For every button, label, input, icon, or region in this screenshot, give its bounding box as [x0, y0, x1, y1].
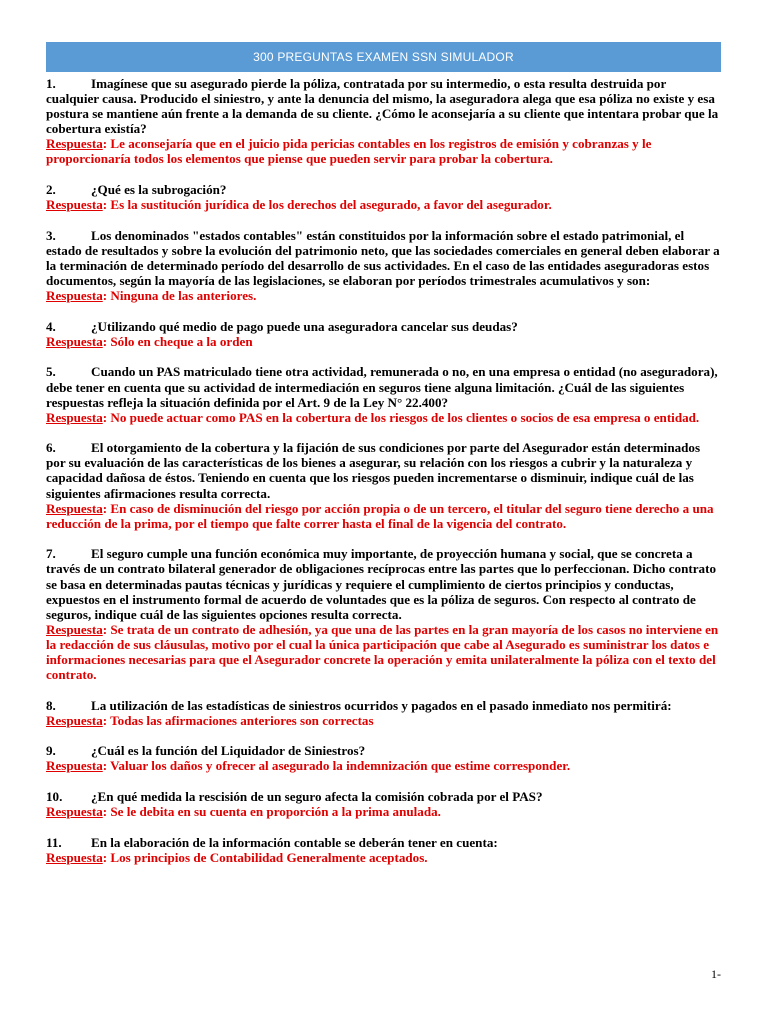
question-text: 8. La utilización de las estadísticas de siniestros ocurridos y pagados en el pasado inmediato nos permitirá:	[46, 697, 672, 713]
answer-label: Respuesta	[46, 136, 103, 152]
answer-label: Respuesta	[46, 409, 103, 425]
answer-text: Respuesta: Se le debita en su cuenta en proporción a la prima anulada.	[46, 804, 441, 820]
question-item	[46, 743, 722, 773]
answer-text: Respuesta: Ninguna de las anteriores.	[46, 288, 257, 304]
question-number: 5.	[46, 364, 56, 380]
question-text: 3. Los denominados "estados contables" están constituidos por la información sobre el estado patrimonial, el estado de resultados y sobre la evolución del patrimonio neto, que las sociedades comerciales en general deben elaborar a la terminación de determinado período del desarrollo de sus actividades. En el caso de las entidades aseguradoras estos documentos, según la mayoría de las legislaciones, se elaboran por períodos trimestrales acumulativos y son:	[46, 227, 720, 289]
answer-label: Respuesta	[46, 621, 103, 637]
answer-text: Respuesta: Todas las afirmaciones anteriores son correctas	[46, 712, 374, 728]
question-item	[46, 835, 722, 865]
question-number: 11.	[46, 834, 62, 850]
question-number: 9.	[46, 743, 56, 759]
question-number: 6.	[46, 440, 56, 456]
answer-label: Respuesta	[46, 197, 103, 213]
answer-text: Respuesta: En caso de disminución del riesgo por acción propia o de un tercero, el titular del seguro tiene derecho a una reducción de la prima, por el tiempo que falte correr hasta el final de la vigencia del contrato.	[46, 500, 714, 531]
page-number: 1-	[711, 967, 721, 981]
answer-text: Respuesta: Los principios de Contabilidad Generalmente aceptados.	[46, 849, 428, 865]
answer-label: Respuesta	[46, 712, 103, 728]
answer-text: Respuesta: Sólo en cheque a la orden	[46, 333, 253, 349]
question-item	[46, 182, 722, 212]
question-list	[46, 76, 722, 880]
question-number: 7.	[46, 546, 56, 562]
question-text: 1. Imagínese que su asegurado pierde la póliza, contratada por su intermedio, o esta resulta destruida por cualquier causa. Producido el siniestro, y ante la denuncia del mismo, la aseguradora alega que esa póliza no existe y esa postura se mantiene aún frente a la demanda de su cliente. ¿Cómo le aconsejaría a su cliente que intentara probar que la cobertura existía?	[46, 76, 719, 137]
question-text: 9. ¿Cuál es la función del Liquidador de Siniestros?	[46, 743, 366, 759]
question-item	[46, 698, 722, 728]
answer-label: Respuesta	[46, 804, 103, 820]
answer-label: Respuesta	[46, 288, 103, 304]
answer-text: Respuesta: Valuar los daños y ofrecer al asegurado la indemnización que estime corresponder.	[46, 758, 571, 774]
answer-text: Respuesta: No puede actuar como PAS en la cobertura de los riesgos de los clientes o socios de esa empresa o entidad.	[46, 409, 700, 425]
question-item	[46, 228, 722, 303]
question-number: 4.	[46, 318, 56, 334]
question-item	[46, 440, 722, 531]
question-number: 1.	[46, 76, 56, 91]
answer-text: Respuesta: Le aconsejaría que en el juicio pida pericias contables en los registros de emisión y cobranzas y le proporcionaría todos los elementos que piense que pueden servir para probar la cobertura.	[46, 136, 652, 167]
answer-label: Respuesta	[46, 333, 103, 349]
answer-label: Respuesta	[46, 758, 103, 774]
question-text: 11. En la elaboración de la información contable se deberán tener en cuenta:	[46, 834, 498, 850]
question-text: 7. El seguro cumple una función económica muy importante, de proyección humana y social, que se concreta a través de un contrato bilateral generador de obligaciones recíprocas entre las partes que lo perfeccionan. Dicho contrato se basa en determinadas pautas técnicas y jurídicas y requiere el cumplimiento de ciertos principios y conductas, expuestos en el instrumento formal de acuerdo de voluntades que es la póliza de seguros. Con respecto al contrato de seguros, indique cuál de las siguientes opciones resulta correcta.	[46, 546, 716, 622]
question-item	[46, 546, 722, 682]
answer-text: Respuesta: Se trata de un contrato de adhesión, ya que una de las partes en la gran mayoría de los casos no interviene en la redacción de sus cláusulas, motivo por el cual la única participación que cabe al Asegurado es suministrar los datos e informaciones necesarias para que el Asegurador concrete la operación y emita unilateralmente la póliza con el texto del contrato.	[46, 621, 719, 683]
question-text: 6. El otorgamiento de la cobertura y la fijación de sus condiciones por parte del Asegurador están determinados por su evaluación de las características de los bienes a asegurar, su relación con los riesgos a cubrir y la naturaleza y capacidad dañosa de éstos. Teniendo en cuenta que los riesgos pueden incrementarse o disminuir, indique cuál de las siguientes afirmaciones resulta correcta.	[46, 440, 701, 501]
question-number: 10.	[46, 789, 63, 805]
question-item	[46, 319, 722, 349]
question-text: 5. Cuando un PAS matriculado tiene otra actividad, remunerada o no, en una empresa o entidad (no aseguradora), debe tener en cuenta que su actividad de intermediación en seguros tiene alguna limitación. ¿Cuál de las siguientes respuestas refleja la situación definida por el Art. 9 de la Ley N° 22.400?	[46, 364, 718, 410]
answer-text: Respuesta: Es la sustitución jurídica de los derechos del asegurado, a favor del asegurador.	[46, 197, 552, 213]
question-text: 2. ¿Qué es la subrogación?	[46, 182, 227, 198]
question-text: 4. ¿Utilizando qué medio de pago puede una aseguradora cancelar sus deudas?	[46, 318, 518, 334]
question-number: 2.	[46, 182, 56, 198]
document-header	[46, 42, 721, 72]
question-item	[46, 789, 722, 819]
answer-label: Respuesta	[46, 500, 103, 516]
question-item	[46, 76, 722, 167]
question-number: 8.	[46, 697, 56, 713]
question-item	[46, 364, 722, 424]
question-number: 3.	[46, 227, 56, 243]
question-text: 10. ¿En qué medida la rescisión de un seguro afecta la comisión cobrada por el PAS?	[46, 789, 543, 805]
answer-label: Respuesta	[46, 849, 103, 865]
document-title: 300 PREGUNTAS EXAMEN SSN SIMULADOR	[253, 50, 514, 64]
